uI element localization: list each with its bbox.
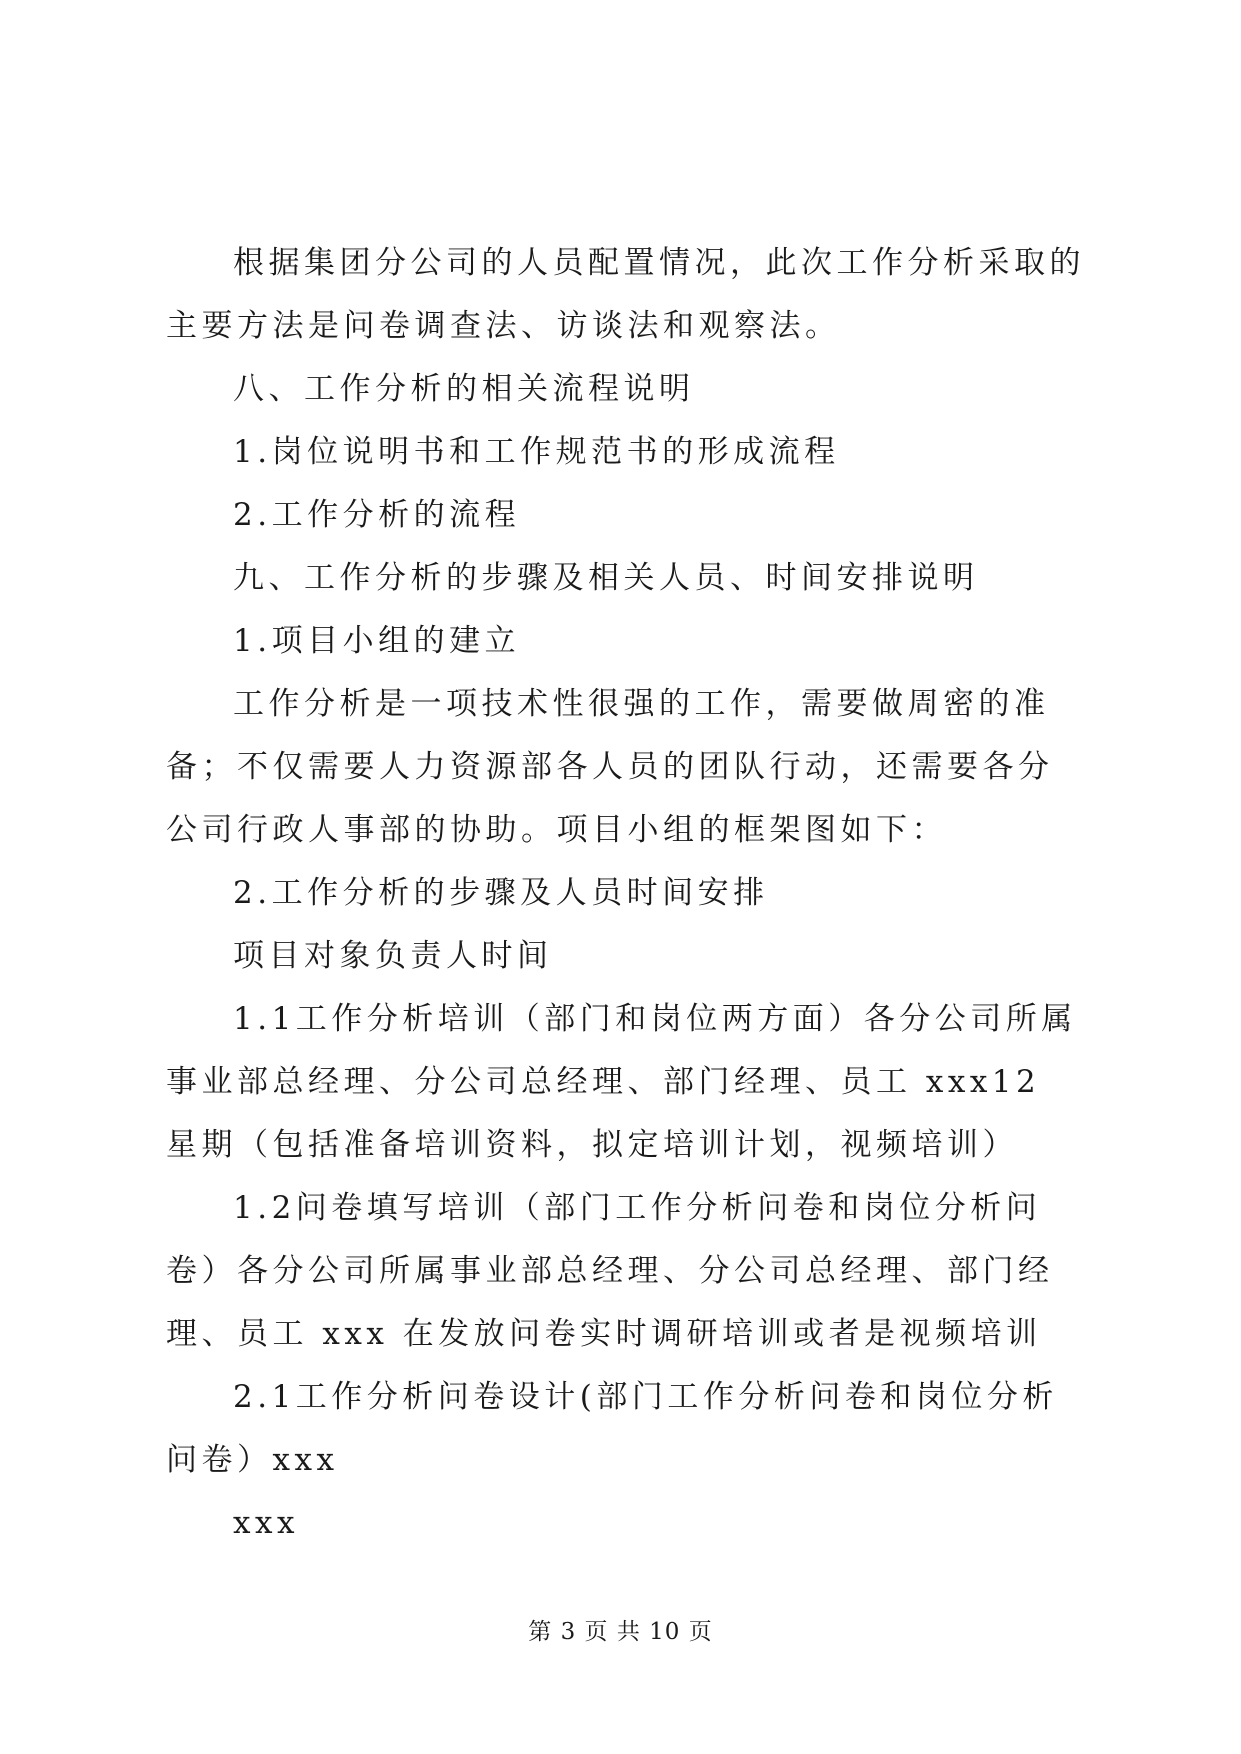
paragraph-method: 根据集团分公司的人员配置情况，此次工作分析采取的主要方法是问卷调查法、访谈法和观察法。 <box>166 245 1085 344</box>
heading-section-8: 八、工作分析的相关流程说明 <box>233 371 695 407</box>
paragraph-step-1-2: 1.2问卷填写培训（部门工作分析问卷和岗位分析问卷）各分公司所属事业部总经理、分公司总经理、部门经理、员工 xxx 在发放问卷实时调研培训或者是视频培训 <box>166 1190 1054 1352</box>
paragraph-item-1: 1.岗位说明书和工作规范书的形成流程 <box>233 434 840 470</box>
paragraph-team-description: 工作分析是一项技术性很强的工作，需要做周密的准备；不仅需要人力资源部各人员的团队行动，还需要各分公司行政人事部的协助。项目小组的框架图如下： <box>166 686 1054 848</box>
paragraph-step-2-1: 2.1工作分析问卷设计(部门工作分析问卷和岗位分析问卷）xxx <box>166 1379 1058 1478</box>
document-body <box>166 232 1086 1555</box>
heading-section-9: 九、工作分析的步骤及相关人员、时间安排说明 <box>233 560 979 596</box>
paragraph-team-setup: 1.项目小组的建立 <box>233 623 521 659</box>
paragraph-step-1-1: 1.1工作分析培训（部门和岗位两方面）各分公司所属事业部总经理、分公司总经理、部门经理、员工 xxx12 星期（包括准备培训资料，拟定培训计划，视频培训） <box>166 1001 1077 1163</box>
paragraph-xxx: xxx <box>233 1505 299 1541</box>
paragraph-item-2: 2.工作分析的流程 <box>233 497 521 533</box>
paragraph-steps-schedule: 2.工作分析的步骤及人员时间安排 <box>233 875 769 911</box>
page-number-footer: 第 3 页 共 10 页 <box>528 1619 713 1645</box>
paragraph-table-header: 项目对象负责人时间 <box>233 938 553 974</box>
